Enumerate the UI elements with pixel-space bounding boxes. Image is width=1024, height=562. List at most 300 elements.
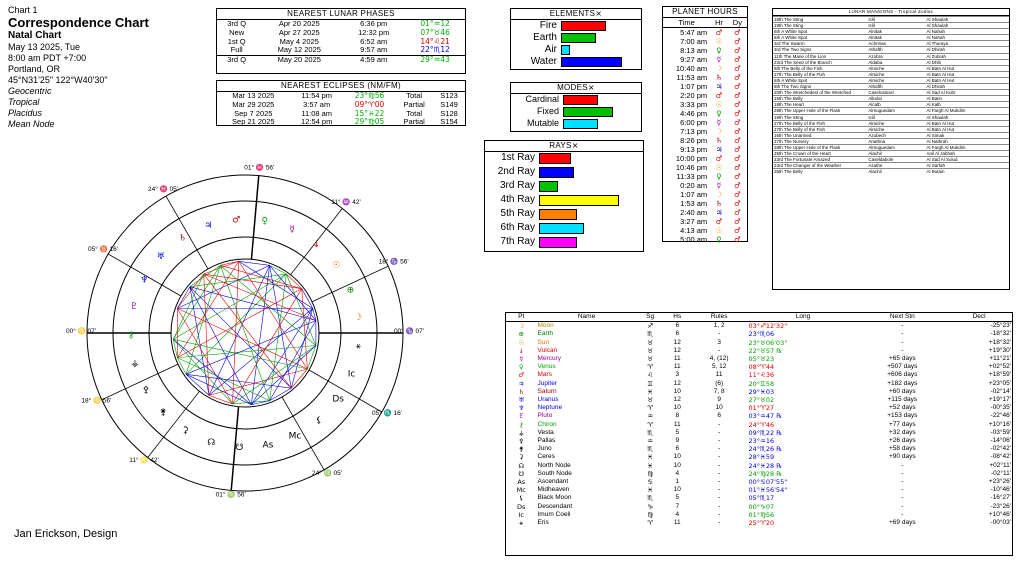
house-cusp-line <box>312 266 388 301</box>
day-ruler: ♂ <box>734 136 741 145</box>
bar-fill <box>539 237 577 248</box>
hour-time: 11:33 pm <box>676 172 708 181</box>
bar-label: 3rd Ray <box>499 180 535 191</box>
planet-glyph: Ic <box>518 510 524 519</box>
house-cusp-label: 18° ♑ 56' <box>378 258 409 266</box>
mansion-name: Almuguedam <box>868 108 895 114</box>
planet-row <box>506 478 1012 486</box>
phase-name: New <box>229 27 245 37</box>
planet-declination: -02°42' <box>990 445 1011 453</box>
planet-hour-row <box>663 91 747 100</box>
planet-rules: - <box>718 519 721 527</box>
mansion-number: 15th The Belly <box>774 96 803 102</box>
planet-longitude: 25°♈20 <box>748 519 775 528</box>
mansion-arabic: Al Nahah <box>926 35 945 41</box>
mansion-arabic: Al Zubrah <box>926 53 946 59</box>
mansion-arabic: Al Thuraya <box>926 41 949 47</box>
hour-time: 6:00 pm <box>680 118 708 127</box>
day-ruler: ♂ <box>734 163 741 172</box>
house-cusp-label: 01° ♓ 56' <box>244 164 275 172</box>
wheel-planet-glyph: ♅ <box>156 252 165 263</box>
mansion-number: 27th The Belly of the Fish <box>774 126 825 132</box>
planet-glyph: ♅ <box>518 396 525 405</box>
day-ruler: ♂ <box>734 154 741 163</box>
eclipse-position: 09°♈00 <box>354 99 385 109</box>
mansion-name: Alnitak <box>868 35 882 41</box>
mansion-number: 3rd The Two Signs <box>774 47 812 53</box>
designer-signature: Jan Erickson, Design <box>14 528 118 540</box>
planets-header: Sg <box>646 313 655 320</box>
planet-rules: - <box>718 486 721 494</box>
planet-house: 4 <box>675 469 680 477</box>
hour-ruler: ☿ <box>716 55 722 64</box>
wheel-planet-glyph: ♄ <box>178 233 187 244</box>
phase-name: 3rd Q <box>227 19 247 28</box>
planet-glyph: ♇ <box>518 412 525 421</box>
hour-time: 10:00 pm <box>675 154 708 163</box>
planet-name: Midheaven <box>537 486 570 494</box>
lunar-mansions-table <box>773 16 1009 174</box>
hour-time: 11:53 am <box>676 73 708 82</box>
planet-declination: -14°06' <box>990 437 1011 445</box>
house-cusp-label: 01° ♍ 56' <box>215 491 246 499</box>
planets-header: Hs <box>673 313 682 320</box>
hour-time: 9:27 am <box>680 55 708 64</box>
planet-sign: ♉ <box>647 396 654 405</box>
planet-longitude: 22°♉57 ℞ <box>748 346 783 355</box>
wheel-planet-glyph: ♃ <box>204 221 213 232</box>
hour-ruler: ♃ <box>715 145 723 154</box>
planet-next-station: +507 days <box>887 363 918 371</box>
planet-sign: ♈ <box>647 519 654 528</box>
planet-rules: 1, 2 <box>713 322 725 330</box>
planet-longitude: 05°♉23 <box>748 355 775 364</box>
planet-hour-row <box>663 235 747 244</box>
planet-name: Vesta <box>537 428 554 436</box>
planet-row <box>506 519 1012 527</box>
hour-ruler: ♃ <box>715 82 723 91</box>
day-ruler: ♂ <box>734 181 741 190</box>
bar-label: Air <box>544 44 557 55</box>
planet-longitude: 03°♐12'32" <box>748 322 788 331</box>
phase-name: 1st Q <box>227 36 246 46</box>
planet-house: 12 <box>673 379 681 387</box>
eclipse-row <box>217 118 465 127</box>
planet-next-station: +65 days <box>889 355 916 363</box>
planet-name: Neptune <box>537 404 563 412</box>
planet-house: 9 <box>675 437 680 445</box>
mansion-name: Azobra <box>868 53 883 59</box>
mansion-number: 19th The Sting <box>774 23 804 29</box>
planet-longitude: 00°♑07 <box>748 502 775 511</box>
wheel-planet-glyph: ⚷ <box>127 330 135 341</box>
planet-hour-row <box>663 37 747 46</box>
mansion-arabic: Al Batin <box>926 96 942 102</box>
hour-ruler: ♀ <box>716 172 722 181</box>
option-node: Mean Node <box>8 119 55 129</box>
hour-ruler: ☽ <box>715 127 723 136</box>
eclipses-title: NEAREST ECLIPSES (NM/FM) <box>217 81 465 92</box>
planet-name: South Node <box>537 469 572 477</box>
planet-house: 1 <box>675 478 680 486</box>
planet-name: Jupiter <box>537 379 558 387</box>
lunar-phases-panel <box>216 8 466 74</box>
phase-date: May 4 2025 <box>279 36 319 46</box>
bar-label: 4th Ray <box>500 194 535 205</box>
day-ruler: ♂ <box>734 172 741 181</box>
planet-sign: ♉ <box>647 355 654 364</box>
planet-house: 10 <box>673 404 681 412</box>
mansion-name: Aldaba <box>868 59 883 65</box>
mansion-number: 6th A White Spot <box>774 29 808 35</box>
chart-title: Correspondence Chart <box>8 15 149 30</box>
mansion-number: 6th A White Spot <box>774 77 808 83</box>
day-ruler: ♂ <box>734 109 741 118</box>
mansion-number: 3rd The Swarm <box>774 41 805 47</box>
eclipse-saros: S154 <box>440 117 458 127</box>
planet-glyph: ☉ <box>518 338 525 347</box>
planet-declination: +02°52' <box>988 363 1011 371</box>
planet-name: Ceres <box>537 453 555 461</box>
wheel-planet-glyph: ☋ <box>235 442 244 453</box>
house-cusp-label: 24° ♍ 05' <box>311 470 343 478</box>
planet-house: 10 <box>673 387 681 395</box>
hour-ruler: ♄ <box>715 136 723 145</box>
lunar-mansions-panel <box>772 8 1010 290</box>
planet-longitude: 24°♓28 ℞ <box>748 461 783 470</box>
planet-hour-row <box>663 190 747 199</box>
planet-glyph: ⚷ <box>518 420 524 429</box>
planet-house: 6 <box>675 322 680 330</box>
mansion-arabic: Al Dhirah <box>926 84 945 90</box>
mansion-name: Almiche <box>868 71 885 77</box>
bar-fill <box>561 21 606 31</box>
hour-ruler: ♂ <box>715 154 723 163</box>
aspect-line <box>177 308 232 404</box>
planet-hour-row <box>663 181 747 190</box>
mansion-number: 23rd The Fortunate Amazed <box>774 157 830 163</box>
planet-house: 12 <box>673 396 681 404</box>
phase-position: 22°♏12 <box>420 45 450 55</box>
planet-next-station: +115 days <box>887 396 918 404</box>
mansion-number: 27th The Nursery <box>774 138 809 144</box>
elements-panel <box>510 8 642 70</box>
planet-row <box>506 486 1012 494</box>
hour-ruler: ☿ <box>716 118 722 127</box>
day-ruler: ♂ <box>734 235 741 244</box>
mansion-number: 18th The Sting <box>774 17 804 22</box>
planet-next-station: +606 days <box>887 371 918 379</box>
planet-declination: -18°32' <box>990 330 1011 338</box>
eclipse-kind: Total <box>406 108 423 118</box>
day-ruler: ♂ <box>734 64 741 73</box>
planet-next-station: +153 days <box>887 412 918 420</box>
mansion-row <box>773 169 1009 175</box>
day-ruler: ♂ <box>734 208 741 217</box>
mansion-name: Achrinas <box>868 41 886 47</box>
hour-ruler: ☉ <box>715 226 723 235</box>
planet-rules: - <box>718 445 721 453</box>
wheel-planet-glyph: ↓ <box>312 240 321 251</box>
day-ruler: ♂ <box>734 217 741 226</box>
planet-name: Eris <box>537 519 549 527</box>
mansion-arabic: Al Kalb <box>926 102 941 108</box>
planet-next-station: - <box>901 502 904 510</box>
hour-time: 5:47 am <box>680 28 708 37</box>
mansion-arabic: Al Fargh Al Mukdim <box>926 144 966 150</box>
planet-sign: ♈ <box>647 363 654 372</box>
planet-sign: ♌ <box>647 371 654 380</box>
aspect-line <box>232 401 269 404</box>
planet-house: 11 <box>673 363 681 371</box>
planet-hours-table <box>663 18 747 244</box>
bar-fill <box>539 195 619 206</box>
planet-next-station: - <box>901 510 904 518</box>
planet-glyph: ♃ <box>518 379 525 388</box>
mansion-arabic: Al Dhirah <box>926 47 945 53</box>
hour-ruler: ☽ <box>715 190 723 199</box>
eclipse-time: 11:54 pm <box>301 91 333 100</box>
aspect-line <box>173 274 203 339</box>
wheel-planet-glyph: ⊕ <box>346 285 355 296</box>
planet-longitude: 01°♓56'54" <box>748 486 788 495</box>
planet-glyph: ♂ <box>518 371 525 380</box>
day-ruler: ♂ <box>734 46 741 55</box>
aspect-line <box>270 274 287 401</box>
hour-time: 1:53 am <box>680 199 708 208</box>
planet-next-station: - <box>901 494 904 502</box>
mansion-arabic: Al Nathrah <box>926 138 948 144</box>
bar-fill <box>563 95 598 105</box>
elements-title: ELEMENTS× <box>511 9 641 20</box>
planet-row <box>506 404 1012 412</box>
planet-row <box>506 511 1012 519</box>
wheel-planet-glyph: ♇ <box>130 302 139 313</box>
planet-glyph: ⊕ <box>518 330 524 339</box>
hour-time: 3:27 am <box>680 217 708 226</box>
hours-header: Time <box>678 18 695 27</box>
planet-sign: ♒ <box>647 437 654 446</box>
planet-declination: -22°46' <box>990 412 1011 420</box>
planet-name: Ascendant <box>537 478 569 486</box>
eclipse-time: 3:57 am <box>303 99 331 109</box>
planets-header: Name <box>577 313 596 320</box>
hour-time: 1:07 pm <box>680 82 708 91</box>
planet-declination: -02°14' <box>990 387 1011 395</box>
hour-time: 7:13 pm <box>680 127 708 136</box>
bar-fill <box>539 209 577 220</box>
planet-declination: +18°32' <box>988 338 1011 346</box>
planet-rules: - <box>718 330 721 338</box>
house-cusp-line <box>148 391 200 457</box>
house-cusp-label: 00° ♋ 07' <box>65 328 97 335</box>
eclipse-position: 15°♓22 <box>354 108 385 118</box>
planet-hour-row <box>663 127 747 136</box>
planet-glyph: ⚵ <box>518 445 524 454</box>
planet-longitude: 09°♏22 ℞ <box>748 428 783 437</box>
planet-name: Venus <box>537 363 556 371</box>
planet-next-station: - <box>901 461 904 469</box>
planet-row <box>506 396 1012 404</box>
eclipse-date: Sep 7 2025 <box>234 108 273 118</box>
lunar-phase-row <box>217 56 465 65</box>
planet-hour-row <box>663 208 747 217</box>
planet-longitude: 03°♒47 ℞ <box>748 412 783 421</box>
modes-panel <box>510 82 642 132</box>
planets-header: Rules <box>710 313 728 320</box>
planet-declination: -16°27' <box>990 494 1011 502</box>
house-cusp-label: 05° ♉ 16' <box>87 246 118 253</box>
planet-rules: - <box>718 437 721 445</box>
planet-sign: ♏ <box>647 494 654 503</box>
planet-declination: -23°26' <box>990 502 1011 510</box>
option-tropical: Tropical <box>8 97 40 107</box>
eclipse-position: 23°♍56 <box>354 91 385 100</box>
planet-glyph: ⚶ <box>518 428 525 437</box>
aspect-line <box>173 339 307 369</box>
wheel-planet-glyph: ☊ <box>207 437 216 448</box>
mansion-name: Azathe <box>868 163 883 169</box>
eclipse-date: Mar 29 2025 <box>232 99 275 109</box>
mansion-number: 27th The Belly of the Fish <box>774 120 825 126</box>
hour-ruler: ♂ <box>715 217 723 226</box>
bar-label: Mutable <box>526 118 559 128</box>
planets-header: Decl <box>972 313 986 320</box>
planet-glyph: ♆ <box>518 404 525 413</box>
mansion-name: Athafth <box>868 47 883 53</box>
planet-row <box>506 494 1012 502</box>
mansion-name: Almuguedam <box>868 144 895 150</box>
day-ruler: ♂ <box>734 55 741 64</box>
mansion-number: 28th The Upper Hole of the Flask <box>774 108 841 114</box>
planet-row <box>506 330 1012 338</box>
planet-glyph: ☽ <box>518 322 525 331</box>
mansion-arabic: Al Batn Al Hut <box>926 71 955 77</box>
bar-label: 1st Ray <box>501 152 535 163</box>
planet-sign: ♍ <box>647 510 654 519</box>
planet-row <box>506 339 1012 347</box>
hour-time: 0:20 am <box>680 181 708 190</box>
planet-longitude: 11°♌36 <box>748 371 775 380</box>
planet-longitude: 20°♊58 <box>748 379 775 388</box>
planet-declination: -03°59' <box>990 428 1011 436</box>
hour-time: 8:13 am <box>680 46 708 55</box>
planet-name: Earth <box>537 330 554 338</box>
planet-sign: ♊ <box>647 379 654 388</box>
house-cusp-line <box>251 176 258 260</box>
planet-glyph: ⚴ <box>518 437 524 446</box>
mansion-name: Almiche <box>868 126 885 132</box>
planet-house: 12 <box>673 346 681 354</box>
planets-header: Pt <box>518 313 525 320</box>
eclipse-saros: S123 <box>440 91 458 100</box>
planets-header: Next Stn <box>889 313 915 320</box>
planet-row <box>506 347 1012 355</box>
rays-title: RAYS× <box>485 141 643 152</box>
hour-ruler: ♄ <box>715 199 723 208</box>
mansion-arabic: Al Shaulah <box>926 17 949 22</box>
planet-rules: - <box>718 461 721 469</box>
planet-next-station: +32 days <box>889 428 916 436</box>
planet-rules: - <box>718 469 721 477</box>
planet-name: Sun <box>537 338 550 346</box>
planet-hour-row <box>663 145 747 154</box>
planet-next-station: +90 days <box>889 453 916 461</box>
wheel-planet-glyph: ⚶ <box>131 358 139 369</box>
planet-row <box>506 503 1012 511</box>
hour-ruler: ☿ <box>716 181 722 190</box>
planet-next-station: +69 days <box>889 519 916 527</box>
mansion-name: Alachil <box>868 169 882 175</box>
planet-row <box>506 470 1012 478</box>
planet-hour-row <box>663 217 747 226</box>
mansion-name: Almiche <box>868 77 885 83</box>
phase-position: 01°♒12 <box>420 19 450 28</box>
chart-subtitle: Natal Chart <box>8 30 62 41</box>
bar-label: Water <box>530 56 557 67</box>
planet-rules: - <box>718 428 721 436</box>
day-ruler: ♂ <box>734 37 741 46</box>
wheel-planet-glyph: ☉ <box>332 260 341 271</box>
planet-hour-row <box>663 55 747 64</box>
wheel-planet-glyph: Ds <box>332 394 344 405</box>
mansion-number: 23rd The Changer of the Weather <box>774 163 842 169</box>
planet-rules: 9 <box>717 396 721 404</box>
day-ruler: ♂ <box>734 145 741 154</box>
eclipses-panel <box>216 80 466 126</box>
day-ruler: ♂ <box>734 28 741 37</box>
bar-label: 2nd Ray <box>497 166 535 177</box>
mansion-name: Anathna <box>868 138 886 144</box>
planets-table <box>506 313 1012 527</box>
planet-hours-title: PLANET HOURS <box>663 7 747 18</box>
mansion-name: Athafth <box>868 84 883 90</box>
planet-declination: +19°30' <box>988 346 1011 354</box>
day-ruler: ♂ <box>734 91 741 100</box>
planet-glyph: ♄ <box>518 387 525 396</box>
planet-next-station: +182 days <box>887 379 918 387</box>
day-ruler: ♂ <box>734 82 741 91</box>
planet-row <box>506 371 1012 379</box>
planet-row <box>506 462 1012 470</box>
mansion-name: Iclil <box>868 23 875 29</box>
mansion-number: 28th The Upper Hole of the Flask <box>774 144 841 150</box>
house-cusp-label: 18° ♋ 56' <box>81 397 112 405</box>
planet-sign: ♉ <box>647 346 654 355</box>
planet-row <box>506 322 1012 331</box>
mansion-name: Iclil <box>868 17 875 22</box>
planet-name: Black Moon <box>537 494 572 502</box>
eclipses-table <box>217 92 465 127</box>
planet-longitude: 24°♏26 ℞ <box>748 445 783 454</box>
planet-house: 6 <box>675 330 680 338</box>
mansion-number: 20th The Wretchedest of the Wretched <box>774 90 852 96</box>
planet-house: 10 <box>673 453 681 461</box>
planet-sign: ♏ <box>647 428 654 437</box>
hour-time: 10:46 pm <box>675 163 708 172</box>
planet-house: 11 <box>673 355 681 363</box>
hour-time: 2:40 am <box>680 208 708 217</box>
planet-house: 12 <box>673 338 681 346</box>
planet-longitude: 23°♉06'03" <box>748 338 788 347</box>
planet-longitude: 29°♓03 <box>748 387 775 396</box>
planet-next-station: - <box>901 338 904 346</box>
aspect-line <box>204 274 316 320</box>
lunar-phases-table <box>217 20 465 65</box>
planet-longitude: 27°♉02 <box>748 396 775 405</box>
planet-hour-row <box>663 136 747 145</box>
day-ruler: ♂ <box>734 199 741 208</box>
